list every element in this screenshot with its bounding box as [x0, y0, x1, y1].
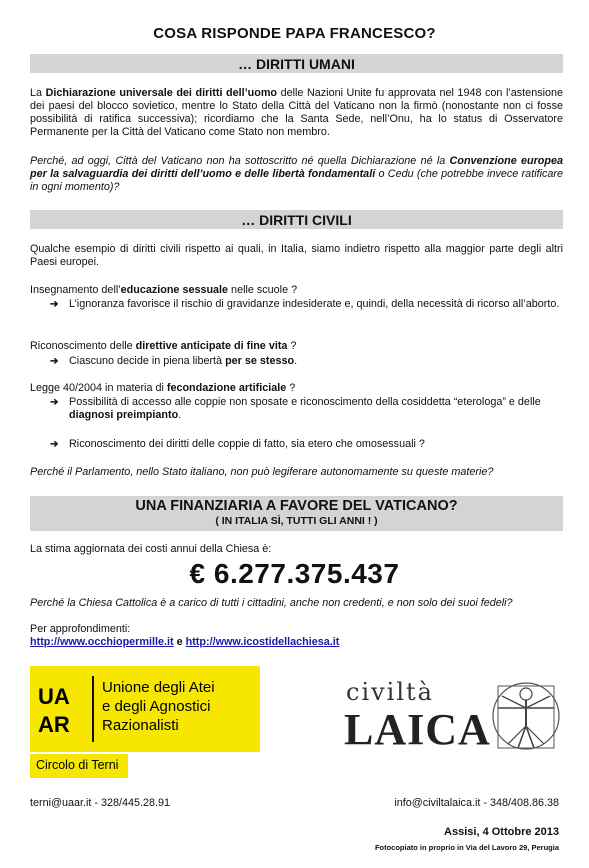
paragraph-parlamento-question: Perché il Parlamento, nello Stato italiano, non può legiferare autonomamente su queste materie?	[30, 466, 494, 478]
svg-text:UA: UA	[38, 684, 70, 709]
svg-text:AR: AR	[38, 712, 70, 737]
question-fecondazione: Legge 40/2004 in materia di fecondazione artificiale ?	[30, 382, 296, 394]
civilta-laica-word1: civiltà	[346, 678, 434, 706]
right-arrow-icon: ➔	[50, 299, 59, 310]
right-arrow-icon: ➔	[50, 397, 59, 408]
paragraph-dichiarazione: La Dichiarazione universale dei diritti dell’uomo delle Nazioni Unite fu approvata nel 1948 con l’astensione dei paesi del blocco sovietico, mentre lo Stato della Città del Vaticano non la firmò (nonostante non ci fosse possibilità di ratifica successiva); ricordiamo che la Santa Sede, nell’Onu, ha lo status di Osservatore Permanente per la Città del Vaticano come Stato non membro.	[30, 87, 564, 138]
answer-fine-vita: ➔ Ciascuno decide in piena libertà per se stesso.	[50, 355, 298, 367]
date-place: Assisi, 4 Ottobre 2013	[444, 826, 559, 838]
answer-fecondazione: ➔ Possibilità di accesso alle coppie non sposate e riconoscimento della cosiddetta “eterologa” e delle diagnosi preimpianto.	[50, 396, 541, 421]
question-educazione-sessuale: Insegnamento dell’educazione sessuale nelle scuole ?	[30, 284, 298, 296]
links-joiner: e	[173, 636, 186, 648]
photocopy-note: Fotocopiato in proprio in Via del Lavoro 29, Perugia	[374, 843, 559, 852]
civilta-laica-word2: LAICA	[344, 705, 491, 754]
links-label: Per approfondimenti:	[30, 623, 131, 635]
link-icostidellachiesa[interactable]: http://www.icostidellachiesa.it	[185, 636, 340, 648]
contact-uaar: terni@uaar.it - 328/445.28.91	[30, 797, 171, 809]
contact-civilta-laica: info@civiltalaica.it - 348/408.86.38	[394, 797, 559, 809]
page-title: COSA RISPONDE PAPA FRANCESCO?	[153, 25, 436, 42]
answer-educazione-sessuale: ➔ L’ignoranza favorisce il rischio di gravidanze indesiderate e, quindi, della necessità di ricorso all’aborto.	[50, 298, 560, 310]
uaar-name: Unione degli Atei e degli Agnostici Razionalisti	[102, 679, 215, 734]
paragraph-chiesa-question: Perché la Chiesa Cattolica è a carico di tutti i cittadini, anche non credenti, e non solo dei suoi fedeli?	[30, 597, 513, 609]
civilta-laica-logo	[340, 676, 565, 760]
uaar-circolo-label: Circolo di Terni	[30, 754, 128, 778]
uaar-logo	[30, 666, 260, 778]
annual-cost-amount: € 6.277.375.437	[189, 558, 400, 589]
section-heading-diritti-umani: … DIRITTI UMANI	[30, 54, 563, 73]
links-row	[30, 636, 339, 648]
estimate-label: La stima aggiornata dei costi annui della Chiesa è:	[30, 543, 272, 555]
right-arrow-icon: ➔	[50, 439, 59, 450]
paragraph-intro-diritti-civili: Qualche esempio di diritti civili rispetto ai quali, in Italia, siamo indietro rispetto alla maggior parte degli altri Paesi europei.	[30, 243, 563, 268]
section-heading-diritti-civili: … DIRITTI CIVILI	[30, 210, 563, 229]
uaar-divider	[92, 676, 94, 742]
right-arrow-icon: ➔	[50, 356, 59, 367]
uaar-logo-block	[30, 666, 260, 752]
finanziaria-subtitle: ( IN ITALIA SÌ, TUTTI GLI ANNI ! )	[215, 515, 378, 527]
section-heading-finanziaria	[30, 496, 563, 531]
answer-coppie-di-fatto: ➔ Riconoscimento dei diritti delle coppie di fatto, sia etero che omosessuali ?	[50, 438, 425, 450]
paragraph-question-vaticano: Perché, ad oggi, Città del Vaticano non ha sottoscritto né quella Dichiarazione né la Convenzione europea per la salvaguardia dei diritti dell’uomo e delle libertà fondamentali o Cedu (che potrebbe invece ratificare in ogni momento)?	[30, 155, 564, 193]
uaar-mark-icon	[36, 680, 86, 740]
vitruvian-man-icon	[490, 676, 562, 756]
finanziaria-title: UNA FINANZIARIA A FAVORE DEL VATICANO?	[135, 498, 458, 514]
link-occhiopermille[interactable]: http://www.occhiopermille.it	[30, 636, 174, 648]
question-fine-vita: Riconoscimento delle direttive anticipate di fine vita ?	[30, 340, 297, 352]
